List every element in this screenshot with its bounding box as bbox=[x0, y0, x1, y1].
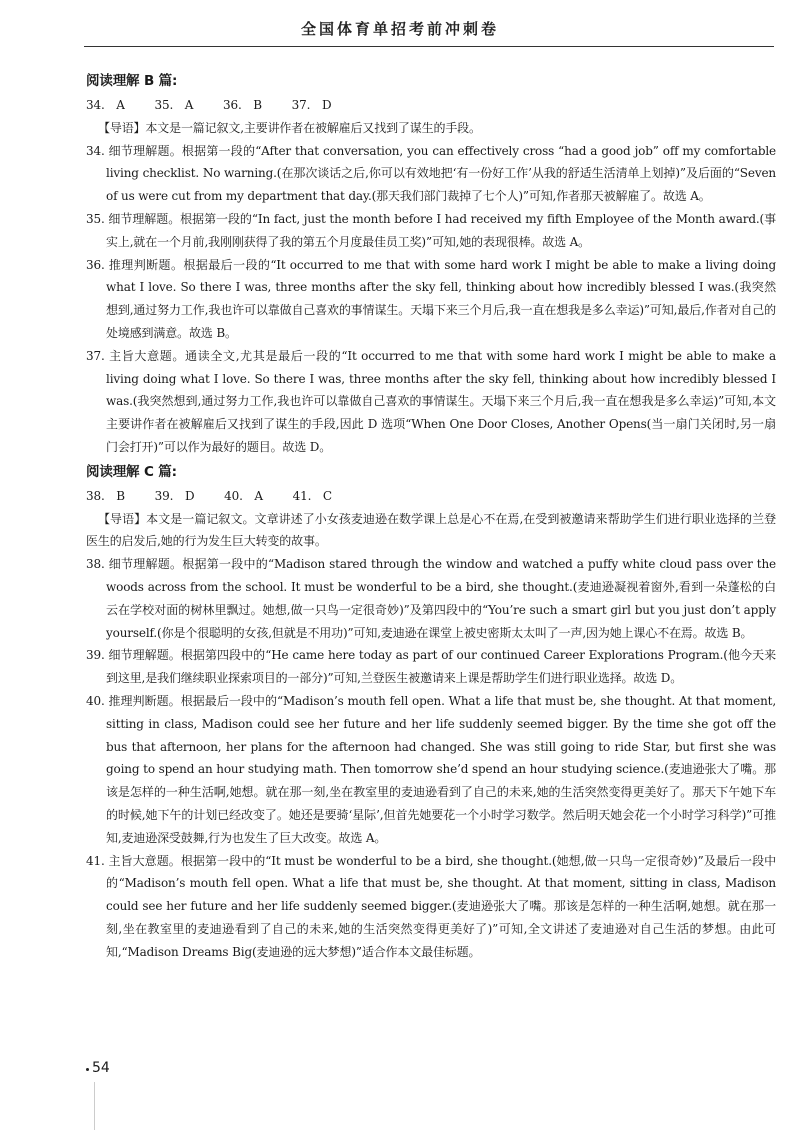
answer-40: 40. A bbox=[224, 488, 263, 503]
answer-37: 37. D bbox=[291, 98, 332, 112]
section-c-answers bbox=[86, 485, 776, 508]
explanation-37: 37. 主旨大意题。通读全文,尤其是最后一段的“It occurred to me that with some hard work I might be able to make a living doing what I love. So there I was, three months after the sky fell, thinking about how incredibly blessed I was.(我突然想到,通过努力工作,我也许可以靠做自己喜欢的事情谋生。天塌下来三个月后,我一直在想我是多么幸运)”可知,本文主要讲作者在被解雇后又找到了谋生的手段,因此 D 选项“When One Door Closes, Another Opens(当一扇门关闭时,另一扇门会打开)”可以作为最好的题目。故选 D。 bbox=[86, 348, 776, 454]
answer-key-content bbox=[86, 68, 776, 963]
explanation-36: 36. 推理判断题。根据最后一段的“It occurred to me that with some hard work I might be able to make a living doing what I love. So there I was, three months after the sky fell, thinking about how incredibly blessed I was.(我突然想到,通过努力工作,我也许可以靠做自己喜欢的事情谋生。天塌下来三个月后,我一直在想我是多么幸运)”可知,最后,作者对自己的处境感到满意。故选 B。 bbox=[86, 257, 776, 340]
section-c-guide: 【导语】本文是一篇记叙文。文章讲述了小女孩麦迪逊在数学课上总是心不在焉,在受到被邀请来帮助学生们进行职业选择的兰登医生的启发后,她的行为发生巨大转变的故事。 bbox=[86, 511, 776, 549]
section-b-guide: 【导语】本文是一篇记叙文,主要讲作者在被解雇后又找到了谋生的手段。 bbox=[98, 120, 481, 135]
explanation-35: 35. 细节理解题。根据第一段的“In fact, just the month before I had received my fifth Employee of the Month award.(事实上,就在一个月前,我刚刚获得了我的第五个月度最佳员工奖)”可知,她的表现很棒。故选 A。 bbox=[86, 211, 776, 249]
answer-38: 38. B bbox=[86, 488, 125, 503]
answer-35: 35. A bbox=[154, 98, 194, 112]
section-b-title: 阅读理解 B 篇: bbox=[86, 73, 178, 89]
section-b-answers bbox=[86, 94, 776, 117]
answer-41: 41. C bbox=[292, 488, 332, 503]
running-head: 全国体育单招考前冲刺卷 bbox=[300, 20, 499, 38]
header-divider bbox=[84, 46, 774, 47]
explanation-41: 41. 主旨大意题。根据第一段中的“It must be wonderful to be a bird, she thought.(她想,做一只鸟一定很奇妙)”及最后一段中的“Madison’s mouth fell open. What a life that must be, she thought. At that moment, sitting in class, Madison could see her future and her life suddenly seemed bigger.(麦迪逊张大了嘴。那该是怎样的一种生活啊,她想。就在那一刻,坐在教室里的麦迪逊看到了自己的未来,她的生活突然变得更美好了)”可知,全文讲述了麦迪逊对自己生活的梦想。由此可知,“Madison Dreams Big(麦迪逊的远大梦想)”适合作本文最佳标题。 bbox=[86, 853, 776, 959]
footer-bullet bbox=[86, 1068, 89, 1071]
answer-36: 36. B bbox=[223, 98, 262, 112]
binding-edge-line bbox=[94, 1082, 95, 1130]
explanation-34: 34. 细节理解题。根据第一段的“After that conversation, you can effectively cross “had a good job” off my comfortable living checklist. No warning.(在那次谈话之后,你可以有效地把‘有一份好工作’从我的舒适生活清单上划掉)”及后面的“Seven of us were cut from my department that day.(那天我们部门裁掉了七个人)”可知,作者那天被解雇了。故选 A。 bbox=[86, 143, 776, 204]
answer-34: 34. A bbox=[86, 98, 125, 112]
explanation-39: 39. 细节理解题。根据第四段中的“He came here today as part of our continued Career Explorations Program.(他今天来到这里,是我们继续职业探索项目的一部分)”可知,兰登医生被邀请来上课是帮助学生们进行职业选择。故选 D。 bbox=[86, 648, 776, 686]
explanation-40: 40. 推理判断题。根据最后一段中的“Madison’s mouth fell open. What a life that must be, she thought. At that moment, sitting in class, Madison could see her future and her life suddenly seemed bigger. By the time she got off the bus that afternoon, her plans for the afternoon had changed. She was still going to ride Star, but first she was going to spend an hour studying math. Then tomorrow she’d spend an hour studying science.(麦迪逊张大了嘴。那该是怎样的一种生活啊,她想。就在那一刻,坐在教室里的麦迪逊看到了自己的未来,她的生活突然变得更美好了。那天下午她下车的时候,她下午的计划已经改变了。她还是要骑‘星际’,但首先她要花一个小时学习数学。然后明天她会花一个小时学习科学)”可推知,麦迪逊深受鼓舞,行为也发生了巨大改变。故选 A。 bbox=[86, 693, 776, 845]
answer-39: 39. D bbox=[154, 488, 195, 503]
explanation-38: 38. 细节理解题。根据第一段中的“Madison stared through the window and watched a puffy white cloud pass over the woods across from the school. It must be wonderful to be a bird, she thought.(麦迪逊凝视着窗外,看到一朵蓬松的白云在学校对面的树林里飘过。她想,做一只鸟一定很奇妙)”及第四段中的“You’re such a smart girl but you just don’t apply yourself.(你是个很聪明的女孩,但就是不用功)”可知,麦迪逊在课堂上被史密斯太太叫了一声,因为她上课心不在焉。故选 B。 bbox=[86, 557, 776, 640]
page-number: 54 bbox=[92, 1060, 110, 1076]
section-c-title: 阅读理解 C 篇: bbox=[86, 463, 177, 480]
